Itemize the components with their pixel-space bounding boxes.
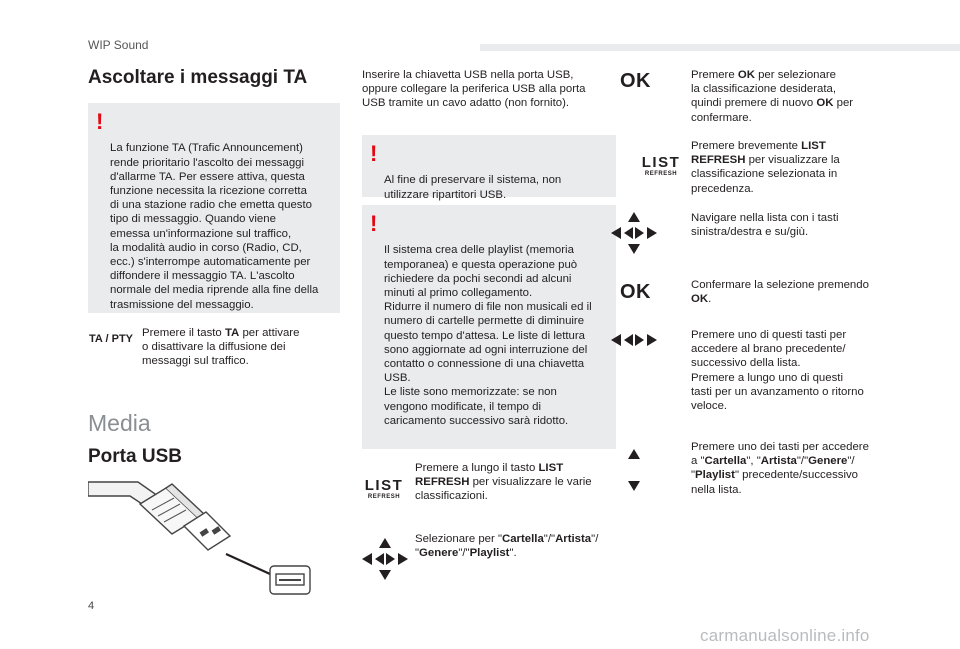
warning-icon: ! [96,109,104,134]
page-title: Ascoltare i messaggi TA [88,67,308,88]
usb-hub-note-text: Al fine di preservare il sistema, non utilizzare ripartitori USB. [384,174,562,201]
ok-select-instruction: Premere OK per selezionare la classificazione desiderata, quindi premere di nuovo OK per confermare. [691,69,854,124]
warning-icon: ! [370,211,378,236]
list-refresh-key-icon: LIST REFRESH [641,154,681,177]
header-bar [480,44,960,51]
usb-plug-illustration [88,474,318,600]
ok-key-icon: OK [620,70,651,92]
list-refresh-key-icon: LIST REFRESH [364,477,404,500]
usb-heading: Porta USB [88,446,182,467]
playlist-note-text: Il sistema crea delle playlist (memoria temporanea) e questa operazione può richiedere da pochi secondi ad alcuni minuti al primo collegamento. Ridurre il numero di file non musicali ed il numero di cartelle permette di diminuire questo tempo d'attesa. Le liste di lettura sono aggiornate ad ogni interruzione del contatto o connessione di una chiavetta USB. Le liste sono memorizzate: se non vengono modificate, il tempo di caricamento successivo sarà ridotto. [384,244,592,427]
navigate-list-instruction: Navigare nella lista con i tasti sinistra/destra e su/giù. [691,212,839,239]
ta-pty-key-icon: TA / PTY [89,333,133,345]
four-way-arrows-icon [362,538,408,580]
select-classification-instruction: Selezionare per "Cartella"/"Artista"/ "Genere"/"Playlist". [415,533,599,560]
up-down-arrows-icon [627,449,641,491]
up-down-instruction: Premere uno dei tasti per accedere a "Cartella", "Artista"/"Genere"/ "Playlist" precedente/successivo nella lista. [691,441,869,496]
watermark: carmanualsonline.info [700,626,870,645]
warning-icon: ! [370,141,378,166]
usb-intro-text: Inserire la chiavetta USB nella porta USB, oppure collegare la periferica USB alla porta USB tramite un cavo adatto (non fornito). [362,69,586,110]
list-long-press-instruction: Premere a lungo il tasto LIST REFRESH per visualizzare le varie classificazioni. [415,462,592,503]
usb-hub-warning-note [362,135,616,201]
ta-note-text: La funzione TA (Trafic Announcement) rende prioritario l'ascolto dei messaggi d'allarme TA. Per essere attiva, questa funzione necessita la ricezione corretta di una stazione radio che emetta questo tipo di messaggio. Quando viene emessa un'informazione sul traffico, la modalità audio in corso (Radio, CD, ecc.) s'interrompe automaticamente per diffondere il messaggio TA. L'ascolto normale del media riprende alla fine della trasmissione del messaggio. [110,142,319,311]
track-skip-instruction: Premere uno di questi tasti per accedere al brano precedente/ successivo della lista. Premere a lungo uno di questi tasti per un avanzamento o ritorno veloce. [691,329,864,413]
ok-key-icon: OK [620,281,651,303]
media-heading: Media [88,410,151,436]
playlist-warning-note [362,205,616,449]
list-short-press-instruction: Premere brevemente LIST REFRESH per visualizzare la classificazione selezionata in precedenza. [691,140,840,195]
ta-warning-note [88,103,340,313]
ta-instruction: Premere il tasto TA per attivare o disattivare la diffusione dei messaggi sul traffico. [142,327,300,368]
ok-confirm-instruction: Confermare la selezione premendo OK. [691,279,869,306]
four-way-arrows-icon [611,212,657,254]
section-header: WIP Sound [88,38,149,52]
left-right-arrows-icon [611,333,657,347]
page-number: 4 [88,600,95,612]
